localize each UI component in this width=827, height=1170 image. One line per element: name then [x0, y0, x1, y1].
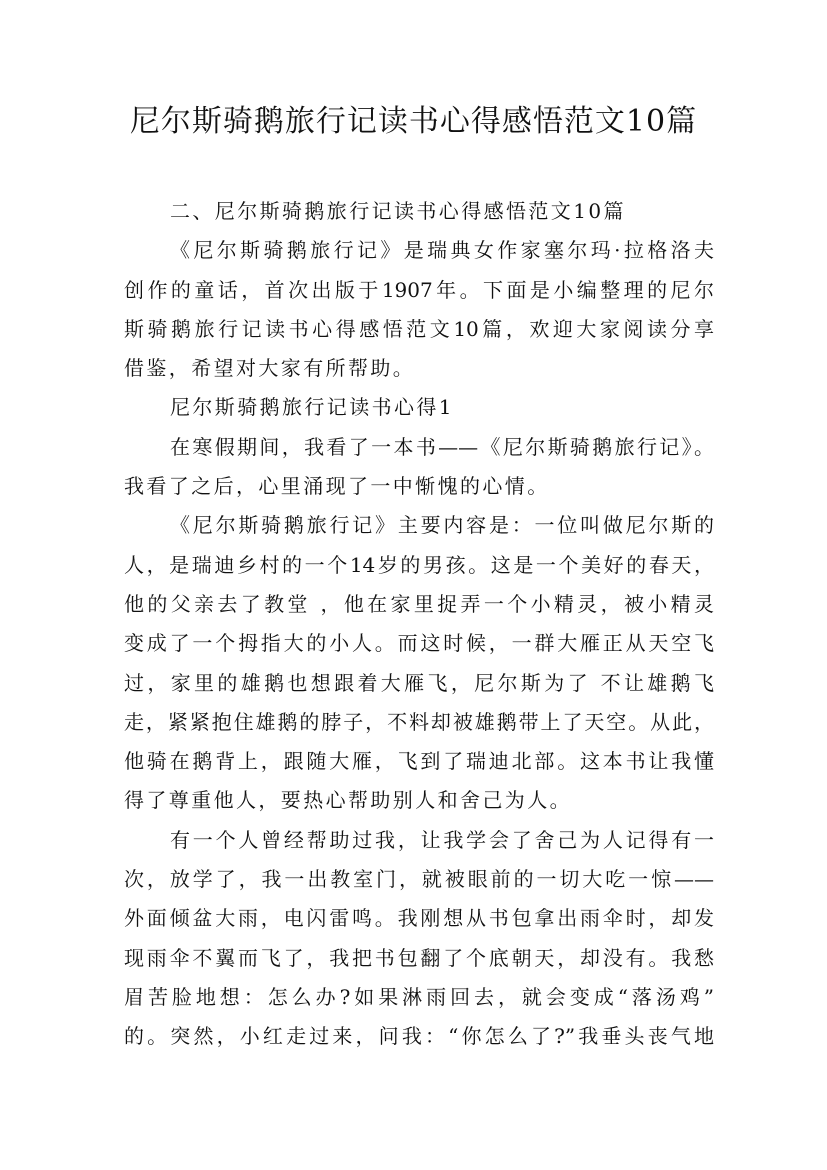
text-line: 得了尊重他人，要热心帮助别人和舍己为人。: [124, 788, 572, 813]
text-line: 《尼尔斯骑鹅旅行记》是瑞典女作家塞尔玛·拉格洛夫: [170, 238, 714, 263]
text-line: 人，是瑞迪乡村的一个14岁的男孩。这是一个美好的春天，: [124, 552, 714, 577]
text-line: 的。突然，小红走过来，问我：“你怎么了?”我垂头丧气地: [124, 1024, 714, 1049]
text-line: 他的父亲去了教堂 ，他在家里捉弄一个小精灵，被小精灵: [124, 591, 714, 616]
text-line: 有一个人曾经帮助过我，让我学会了舍己为人记得有一: [170, 827, 714, 852]
text-line: 尼尔斯骑鹅旅行记读书心得1: [170, 395, 454, 420]
document-body: [124, 192, 714, 1057]
text-line: 在寒假期间，我看了一本书——《尼尔斯骑鹅旅行记》。: [170, 434, 714, 459]
text-line: 外面倾盆大雨，电闪雷鸣。我刚想从书包拿出雨伞时，却发: [124, 906, 714, 931]
text-line: 眉苦脸地想：怎么办?如果淋雨回去，就会变成“落汤鸡”: [124, 984, 714, 1009]
document-title: 尼尔斯骑鹅旅行记读书心得感悟范文10篇: [129, 104, 698, 139]
text-line: 他骑在鹅背上，跟随大雁，飞到了瑞迪北部。这本书让我懂: [124, 749, 714, 774]
text-line: 二、尼尔斯骑鹅旅行记读书心得感悟范文10篇: [170, 199, 626, 223]
text-line: 我看了之后，心里涌现了一中惭愧的心情。: [124, 474, 550, 499]
text-line: 创作的童话，首次出版于1907年。下面是小编整理的尼尔: [124, 277, 714, 302]
text-line: 现雨伞不翼而飞了，我把书包翻了个底朝天，却没有。我愁: [124, 945, 714, 970]
text-line: 《尼尔斯骑鹅旅行记》主要内容是：一位叫做尼尔斯的: [170, 513, 714, 538]
text-line: 过，家里的雄鹅也想跟着大雁飞，尼尔斯为了 不让雄鹅飞: [124, 670, 714, 695]
text-line: 变成了一个拇指大的小人。而这时候，一群大雁正从天空飞: [124, 631, 714, 656]
text-line: 走，紧紧抱住雄鹅的脖子，不料却被雄鹅带上了天空。从此，: [124, 709, 714, 734]
text-line: 斯骑鹅旅行记读书心得感悟范文10篇，欢迎大家阅读分享: [124, 316, 714, 341]
text-line: 借鉴，希望对大家有所帮助。: [124, 356, 416, 381]
text-line: 次，放学了，我一出教室门，就被眼前的一切大吃一惊——: [124, 867, 714, 892]
